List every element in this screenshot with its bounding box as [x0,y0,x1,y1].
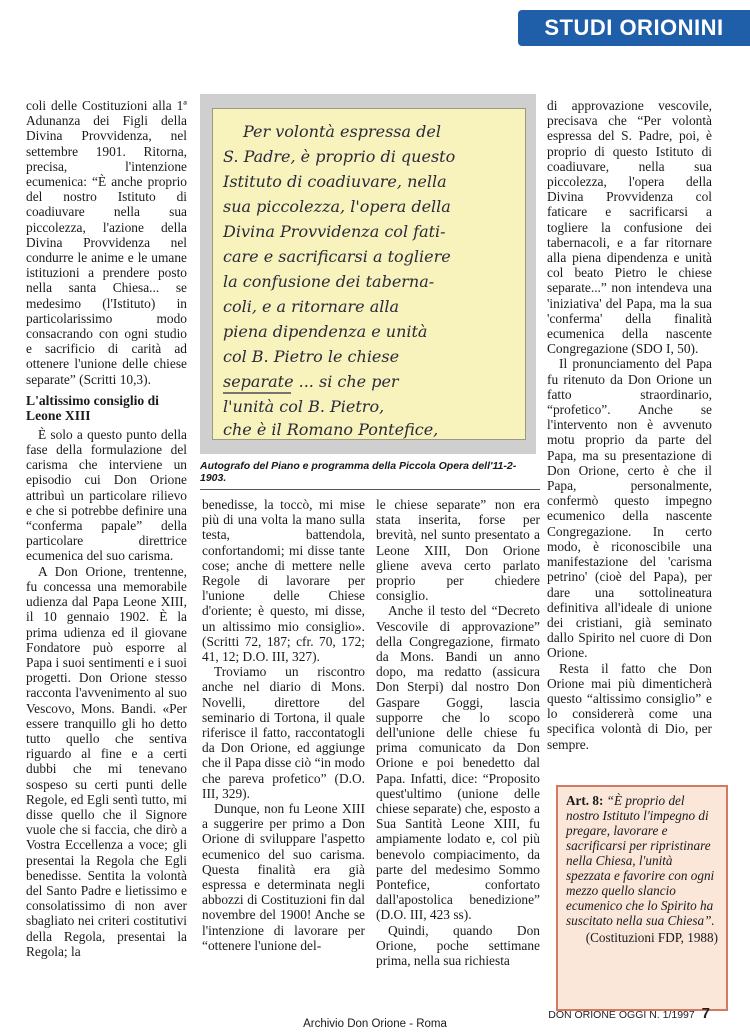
box-text: “È proprio del nostro Istituto l'impegno di pregare, lavorare e sacrificarsi per ripristinare nella Chiesa, l'unità spezzata e favorire con ogni mezzo quello slancio ecumenico che lo Spirito ha suscitato nella sua Chiesa”. [566,793,715,928]
paragraph: Dunque, non fu Leone XIII a suggerire per primo a Don Orione di sviluppare l'aspetto ecumenico del suo carisma. Questa finalità era già espressa e determinata negli abbozzi di Costituzioni fin dal novembre del 1900! Anche se l'intenzione di lavorare per “ottenere l'unione del- [202,801,365,953]
paragraph: Troviamo un riscontro anche nel diario di Mons. Novelli, direttore del seminario di Tortona, il quale riferisce il fatto, raccontatogli da Don Orione, ed aggiunge che il Papa disse ciò “in modo che pareva profetico” (D.O. III, 329). [202,664,365,801]
manuscript-line: Per volontà espressa del [243,122,441,141]
paragraph: Quindi, quando Don Orione, poche settimane prima, nella sua richiesta [376,922,540,969]
manuscript-line: care e sacrificarsi a togliere [223,247,451,266]
manuscript-line: sua piccolezza, l'opera della [223,197,451,216]
manuscript-paper [212,108,526,440]
manuscript-text [213,109,525,439]
manuscript-line: coli, e a ritornare alla [223,297,400,316]
paragraph: di approvazione vescovile, precisava che “Per volontà espressa del S. Padre, poi, è proprio di questo Istituto di coadiuvare, nella sua piccolezza, l'opera della Divina Provvidenza col faticare e sacrificarsi a togliere la confusione dei tabernacoli, e a far ritornare alla piena dipendenza e unità col beato Pietro le chiese separate...” non intendeva una 'iniziativa' del Papa, ma la sua 'conferma' della finalità ecumenica della nascente Congregazione (SDO I, 50). [547,98,712,357]
column-4 [547,98,712,752]
paragraph: A Don Orione, trentenne, fu concessa una memorabile udienza dal Papa Leone XIII, il 10 gennaio 1902. È la prima udienza ed il giovane Fondatore può esporre al Papa i suoi sentimenti e i suoi progetti. Don Orione stesso racconta l'avvenimento al suo Vescovo, Mons. Bandi. «Per essere tranquillo gli ho detto tutto quello che sentiva riguardo al fine e a certi dubbi che mi tenevano sospeso su certi punti delle Regole, ed Egli sentì tutto, mi disse quello che il Signore vuole che si faccia, che dirò a Vostra Eccellenza a voce; gli presentai la Regola che Egli benedisse. Sentita la volontà del Santo Padre e lietissimo e consolatissimo di non aver sbagliato nei criteri costitutivi della Regola, presentai la Regola; la [26,563,187,959]
column-3 [376,497,540,968]
magazine-issue: DON ORIONE OGGI N. 1/1997 [548,1009,695,1021]
subheading: L'altissimo consiglio di Leone XIII [26,392,159,424]
manuscript-line: che è il Romano Pontefice, [223,420,439,439]
paragraph: Anche il testo del “Decreto Vescovile di approvazione” della Congregazione, firmato da Mons. Bandi un anno dopo, ma redatto (assicura Don Sterpi) dal nostro Don Gaspare Goggi, lascia supporre che lo scopo dell'unione delle chiese fu prima comunicato da Don Orione e poi benedetto dal Papa. Infatti, dice: “Proposito quest'ultimo (unione delle chiese separate) che, esposto a Sua Santità Leone XIII, fu ampiamente lodato e, col più benevolo compiacimento, da parte del medesimo Sommo Pontefice, confortato dall'apostolica benedizione” (D.O. III, 423 ss). [376,603,540,923]
archive-label: Archivio Don Orione - Roma [303,1018,447,1030]
column-2 [202,497,365,953]
section-title: STUDI ORIONINI [544,15,724,40]
column-1 [26,98,187,959]
box-label: Art. 8: [566,793,604,808]
manuscript-photo [200,94,536,454]
paragraph: coli delle Costituzioni alla 1ª Adunanza dei Figli della Divina Provvidenza, nel settembre 1901. Ritorna, precisa, l'intenzione ecumenica: “È anche proprio del nostro Istituto di coadiuvare nella sua piccolezza, l'azione della Divina Provvidenza nel condurre le anime e le umane istituzioni a prendere posto nella santa Chiesa... se medesimo (l'Istituto) in particolarissimo modo consacrando con ogni studio e sacrificio di carità ad ottenere l'unione delle chiese separate” (Scritti 10,3). [26,98,187,387]
paragraph: le chiese separate” non era stata inserita, forse per brevità, nel sunto presentato a Leone XIII, Don Orione gliene aveva certo parlato proprio per chiedere consiglio. [376,497,540,604]
manuscript-line: S. Padre, è proprio di questo [223,147,456,166]
manuscript-line: la confusione dei taberna- [223,272,435,291]
manuscript-line: Divina Provvidenza col fati- [223,222,446,241]
paragraph: benedisse, la toccò, mi mise più di una volta la mano sulla testa, battendola, confortandomi; mi disse tante cose; anche di mettere nelle Regole di lavorare per l'unione delle Chiese d'oriente; è questo, mi disse, un altissimo mio consiglio». (Scritti 72, 187; cfr. 70, 172; 41, 12; D.O. III, 327). [202,497,365,665]
figure-caption: Autografo del Piano e programma della Piccola Opera dell'11-2-1903. [200,460,517,484]
divider [200,489,540,490]
paragraph: Resta il fatto che Don Orione mai più dimenticherà questo “altissimo consiglio” e lo considererà come una specifica volontà di Dio, per sempre. [547,660,712,752]
page-number: 7 [701,1005,710,1022]
manuscript-line: separate ... si che per [223,372,399,391]
manuscript-line: col B. Pietro le chiese [223,347,400,366]
paragraph: È solo a questo punto della fase della formulazione del carisma che interviene un episodio cui Don Orione attribuì un particolare rilievo e che si potrebbe definire una “conferma papale” della particolare direttrice ecumenica del suo carisma. [26,426,187,564]
manuscript-line: l'unità col B. Pietro, [223,397,385,416]
paragraph: Il pronunciamento del Papa fu ritenuto da Don Orione un fatto straordinario, “profetico”. Anche se l'intervento non è avvenuto motu proprio da parte del Papa, ma su presentazione di Don Orione, certo è che il Papa, personalmente, confermò questo impegno ecumenico della nascente Congregazione. In certo modo, è riconoscibile una manifestazione del 'carisma petrino' (cioè del Papa), per dare una sottolineatura definitiva all'ideale di unione dei cristiani, già seminato dallo Spirito nel cuore di Don Orione. [547,356,712,661]
section-banner [518,10,750,46]
box-citation: (Costituzioni FDP, 1988) [585,930,718,945]
manuscript-line: Istituto di coadiuvare, nella [223,172,447,191]
constitution-article-box [556,785,728,1011]
manuscript-line: piena dipendenza e unità [223,322,428,341]
